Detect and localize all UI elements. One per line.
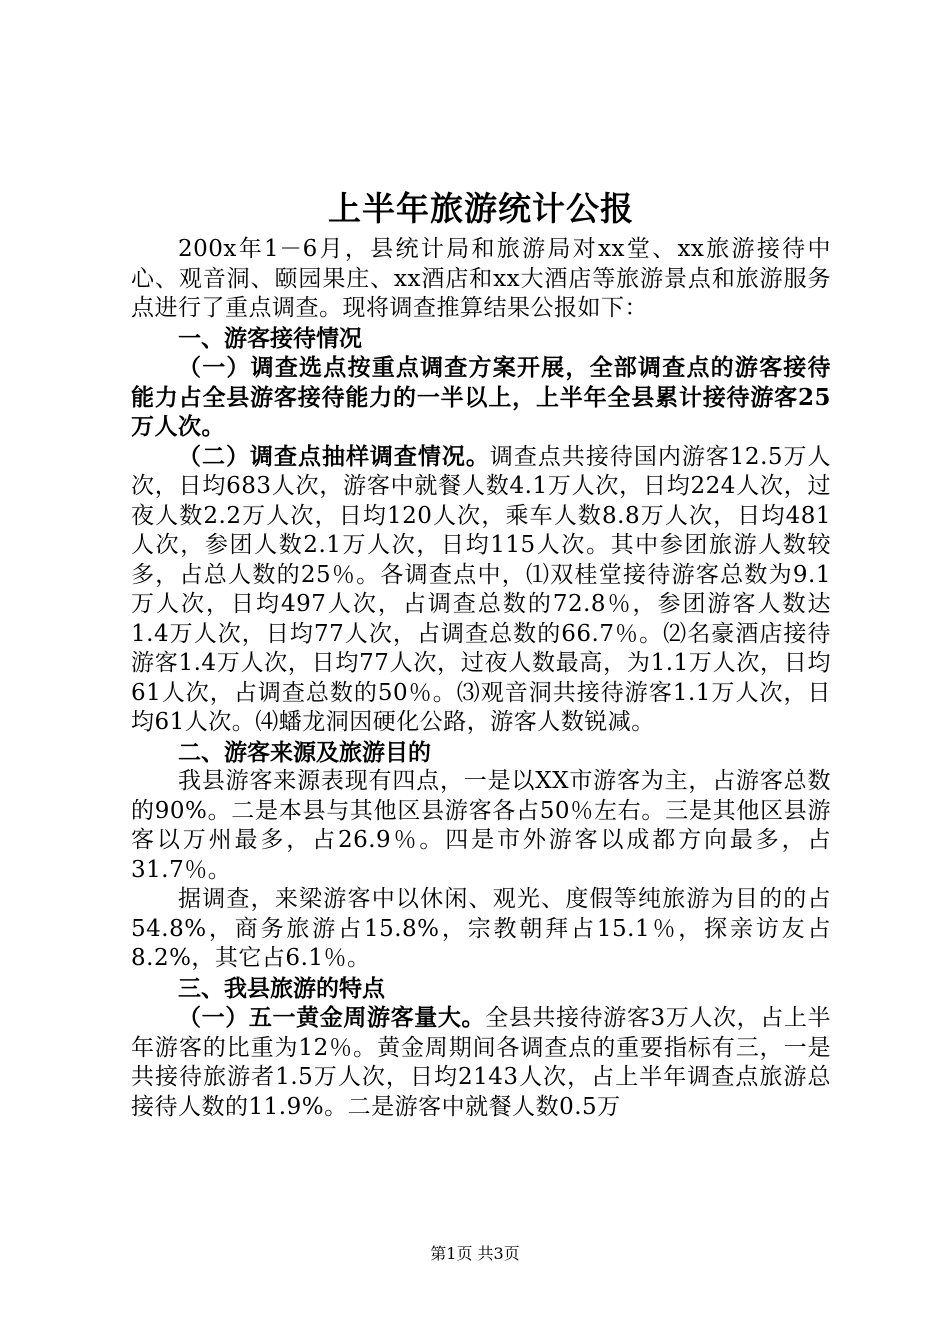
document-body [131, 185, 831, 1122]
section1-paragraph-2 [131, 442, 831, 738]
document-title: 上半年旅游统计公报 [328, 189, 634, 228]
section2-paragraph-2: 据调查，来梁游客中以休闲、观光、度假等纯旅游为目的的占54.8%，商务旅游占15.8%，宗教朝拜占15.1％，探亲访友占8.2%，其它占6.1％。 [131, 886, 831, 971]
section3-paragraph-1-body: 全县共接待游客3万人次，占上半年游客的比重为12％。黄金周期间各调查点的重要指标有三，一是共接待旅游者1.5万人次，日均2143人次，占上半年调查点旅游总接待人数的11.9%。二是游客中就餐人数0.5万 [131, 1005, 832, 1120]
page-footer: 第1页 共3页 [430, 1244, 520, 1263]
section-heading-2: 二、游客来源及旅游目的 [178, 738, 431, 766]
section-heading-1: 一、游客接待情况 [178, 324, 362, 352]
intro-paragraph: 200x年1－6月，县统计局和旅游局对xx堂、xx旅游接待中心、观音洞、颐园果庄、xx酒店和xx大酒店等旅游景点和旅游服务点进行了重点调查。现将调查推算结果公报如下： [131, 236, 831, 321]
section1-paragraph-1: （一）调查选点按重点调查方案开展，全部调查点的游客接待能力占全县游客接待能力的一半以上，上半年全县累计接待游客25万人次。 [131, 354, 831, 440]
section3-paragraph-1 [131, 1003, 831, 1122]
section2-paragraph-1: 我县游客来源表现有四点，一是以XX市游客为主，占游客总数的90%。二是本县与其他区县游客各占50％左右。三是其他区县游客以万州最多，占26.9％。四是市外游客以成都方向最多，占31.7％。 [131, 768, 831, 883]
section1-paragraph-2-lead: （二）调查点抽样调查情况。 [178, 442, 490, 470]
section1-paragraph-2-body: 调查点共接待国内游客12.5万人次，日均683人次，游客中就餐人数4.1万人次，日均224人次，过夜人数2.2万人次，日均120人次，乘车人数8.8万人次，日均481人次，参团人数2.1万人次，日均115人次。其中参团旅游人数较多，占总人数的25％。各调查点中，⑴双桂堂接待游客总数为9.1万人次，日均497人次，占调查总数的72.8％，参团游客人数达1.4万人次，日均77人次，占调查总数的66.7％。⑵名豪酒店接待游客1.4万人次，日均77人次，过夜人数最高，为1.1万人次，日均61人次，占调查总数的50％。⑶观音洞共接待游客1.1万人次，日均61人次。⑷蟠龙洞因硬化公路，游客人数锐减。 [131, 443, 831, 735]
section3-paragraph-1-lead: （一）五一黄金周游客量大。 [178, 1004, 486, 1031]
section-heading-3: 三、我县旅游的特点 [178, 974, 385, 1002]
